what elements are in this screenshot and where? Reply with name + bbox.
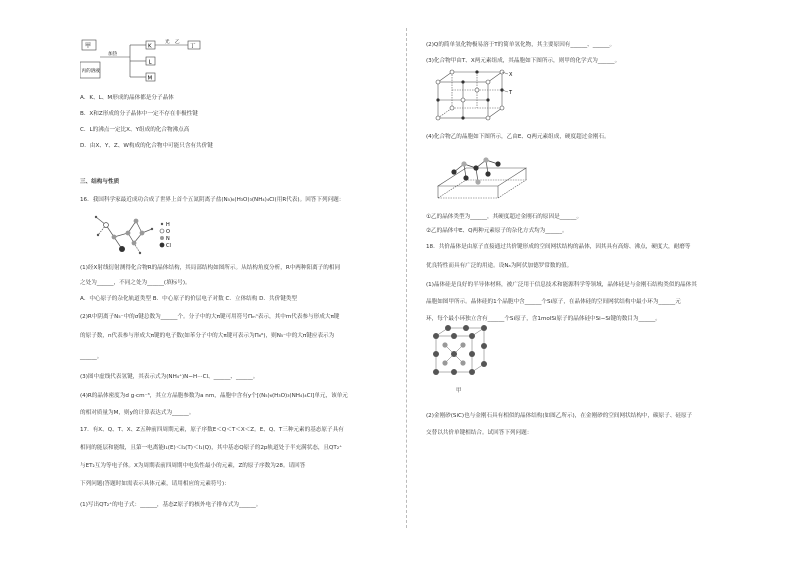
q16-part2-line2: 的原子数，n代表参与形成大π键的电子数(如苯分子中的大π键可表示为Π₆⁶)，则N₅⁻中的大π键应表示为 [80, 333, 335, 339]
q18-part1-line3: 环，每个最小环独立含有______个Si原子，含1molSi原子的晶体硅中Si−Si键的数目为______。 [426, 316, 661, 322]
q17-part4: (4)化合物乙的晶胞如下图所示，乙由E、Q两元素组成，硬度超过金刚石。 [426, 134, 610, 140]
q18-line2: 优良特性而具有广泛的用途。设Nₐ为阿伏加德罗常数的值。 [426, 263, 573, 269]
atom-h [97, 234, 99, 236]
q16-part2-line1: (2)R中阴离子N₅⁻中的σ键总数为______个。分子中的大π键可用符号Πₘⁿ表示，其中m代表参与形成大π键 [80, 314, 340, 320]
atom-o [104, 223, 109, 228]
q17-part4-sub1: ①乙的晶体类型为______，其硬度超过金刚石的原因是______。 [426, 214, 583, 220]
legend-o: O [166, 229, 170, 235]
cube-label-t: T [509, 90, 513, 96]
atom-n [126, 231, 131, 236]
reaction-flow-diagram [80, 37, 220, 87]
legend-n: N [166, 236, 170, 242]
q17-line2: 相同的能层和能级，且第一电离能I₁(E)＜I₁(T)＜I₁(Q)，其中基态Q原子的2p轨道处于半充满状态，且QT₂⁺ [80, 445, 343, 451]
right-column [410, 0, 794, 562]
q16-part1-line2: 之处为______，不同之处为______(填标号)。 [80, 280, 191, 286]
flow-heat: 加热 [108, 52, 118, 57]
silicon-crystal-cell [432, 324, 488, 386]
q18-part1-line1: (1)晶体硅是良好的半导体材料，被广泛用于信息技术和能源科学等领域，晶体硅是与金刚石结构类似的晶体其 [426, 282, 697, 288]
q17-line4: 下列问题(答题时如需表示具体元素，请用相应的元素符号)： [80, 481, 230, 487]
atom-n [112, 235, 117, 240]
flow-k: K [148, 43, 152, 50]
q16-part4-line1: (4)R的晶体密度为d g·cm⁻³，其立方晶胞参数为a nm，晶胞中含有y个[(N₅)₆(H₃O)₃(NH₄)₄Cl]单元，该单元 [80, 393, 348, 399]
q16-part4-line2: 的相对质量为M，则y的计算表达式为______。 [80, 410, 195, 416]
atom-n [140, 231, 145, 236]
q17-part2: (2)Q的简单氢化物极易溶于T的简单氢化物，其主要原因有______、______。 [426, 42, 616, 48]
option-c: C．L的沸点一定比X、Y组成的化合物沸点高 [80, 127, 190, 133]
q17-line3: 与ET₂互为等电子体。X为周期表前四周期中电负性最小的元素，Z的原子序数为28。请回答 [80, 463, 306, 469]
section-heading: 三、结构与性质 [80, 179, 120, 185]
q16-part1-line1: (1)经X射线衍射测得化合物R的晶体结构，其局部结构如图所示。从结构角度分析，R中两种阳离子的相同 [80, 265, 341, 271]
option-d: D．由X、Y、Z、W构成的化合物中可能只含有共价键 [80, 143, 213, 149]
compound-yi-unit-cell [434, 146, 530, 202]
atom-h [151, 228, 153, 230]
compound-jia-unit-cell [430, 68, 520, 126]
q16-part3: (3)图中虚线代表氢键，其表示式为(NH₄⁺)N−H···Cl、______、______。 [80, 374, 259, 380]
legend-cl: Cl [166, 243, 171, 249]
atom-cl [119, 246, 125, 252]
figure-label-jia: 甲 [456, 388, 462, 394]
cube-label-x: X [509, 72, 513, 78]
option-a: A．K、L、M形成的晶体都是分子晶体 [80, 95, 174, 101]
atom-n [132, 241, 137, 246]
option-b: B．X和Z形成的分子晶体中一定不存在非极性键 [80, 111, 198, 117]
flow-jia: 甲 [85, 42, 92, 50]
q17-part4-sub2: ②乙的晶体中E、Q两种元素原子的杂化方式均为______。 [426, 228, 568, 234]
flow-bing: 丙的溶液 [81, 69, 100, 74]
q18-part2-line1: (2)金刚砂(SiC)也与金刚石具有相似的晶体结构(如图乙所示)，在金刚砂的空间网状结构中，碳原子、硅原子 [426, 413, 693, 419]
legend-h: H [166, 222, 170, 228]
compound-r-structure [84, 209, 184, 259]
q16-part2-line3: ______。 [80, 354, 103, 360]
q18-part1-line2: 晶胞如图甲所示。晶体硅的1个晶胞中含______个Si原子，在晶体硅的空间网状结构中最小环为______元 [426, 299, 681, 305]
q17-part3: (3)化合物甲由T、X两元素组成，其晶胞如下图所示，则甲的化学式为______。 [426, 58, 621, 64]
column-divider [406, 28, 407, 528]
flow-m: M [147, 75, 153, 82]
q16-part1-options: A．中心原子的杂化轨道类型 B．中心原子的价层电子对数 C．立体结构 D．共价键类型 [80, 296, 297, 302]
flow-yi: 乙 [175, 40, 180, 45]
q17-line1: 17．有X、Q、T、X、Z五种前四周期元素，原子序数E＜Q＜T＜X＜Z。E、Q、T三种元素的基态原子具有 [80, 427, 344, 433]
q17-part1: (1)写出QT₂⁺的电子式：______，基态Z原子的核外电子排布式为______。 [80, 502, 262, 508]
atom-h [139, 252, 141, 254]
q16-intro: 16．我国科学家最近成功合成了世界上首个五氮阴离子盐(N₅)₆(H₃O)₃(NH₄)₄Cl(用R代表)。回答下列问题： [80, 197, 345, 203]
flow-ding: 丁 [190, 43, 196, 50]
q18-line1: 18．共价晶体是由原子直接通过共价键形成的空间网状结构的晶体，因其具有高熔、沸点，硬度大，耐磨等 [426, 244, 691, 250]
atom-h [95, 216, 97, 218]
atom-n [134, 219, 139, 224]
q18-part2-line2: 交替以共价单键相结合。试回答下列问题： [426, 430, 533, 436]
flow-l: L [148, 59, 152, 66]
flow-light: 光 [165, 40, 170, 45]
